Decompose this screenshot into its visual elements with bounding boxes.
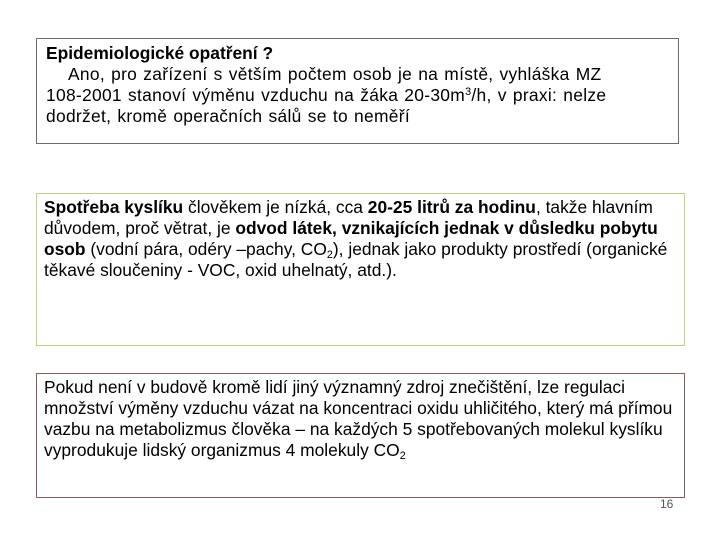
box2-text-4: ), jednak jako produkty prostředí (organické těkavé sloučeniny - VOC, oxid uhelnatý, atd.). — [44, 239, 668, 280]
box2-subscript: 2 — [326, 249, 333, 261]
box1-text-2: 108-2001 stanoví výměnu vzduchu na žáka 20-30m — [46, 85, 466, 105]
box1-text-3: /h, v praxi: nelze — [471, 85, 607, 105]
box1-line-3 — [46, 85, 672, 106]
box1-line-1 — [46, 43, 672, 64]
box1-text-1: Ano, pro zařízení s větším počtem osob je na místě, vyhláška MZ — [68, 64, 602, 84]
box2-bold-3: odvod látek, vznikajících jednak v důsledku pobytu osob — [44, 218, 658, 259]
box2-text-1: člověkem je nízká, cca — [183, 197, 368, 217]
box1-line-2 — [46, 64, 672, 85]
text-box-oxygen — [36, 193, 685, 346]
box2-text-2: , takže hlavním důvodem, proč větrat, je — [44, 197, 653, 238]
box1-text-4: dodržet, kromě operačních sálů se to neměří — [46, 106, 410, 126]
box1-heading: Epidemiologické opatření ? — [46, 43, 274, 63]
box3-paragraph — [44, 377, 678, 461]
box1-line-4 — [46, 106, 672, 127]
box1-superscript: 3 — [465, 86, 472, 98]
page-number: 16 — [660, 497, 674, 511]
box2-paragraph — [44, 197, 678, 281]
box2-bold-1: Spotřeba kyslíku — [44, 197, 184, 217]
text-box-epidemiology — [36, 38, 679, 144]
box2-text-3: (vodní pára, odéry –pachy, CO — [85, 239, 327, 259]
text-box-co2 — [36, 373, 685, 498]
box3-subscript: 2 — [399, 450, 406, 462]
box2-bold-2: 20-25 litrů za hodinu — [367, 197, 536, 217]
box3-text: Pokud není v budově kromě lidí jiný významný zdroj znečištění, lze regulaci množství výměny vzduchu vázat na koncentraci oxidu uhličitého, který má přímou vazbu na metabolizmus člověka – na každých 5 spotřebovaných molekul kyslíku vyprodukuje lidský organizmus 4 molekuly CO — [44, 377, 673, 460]
